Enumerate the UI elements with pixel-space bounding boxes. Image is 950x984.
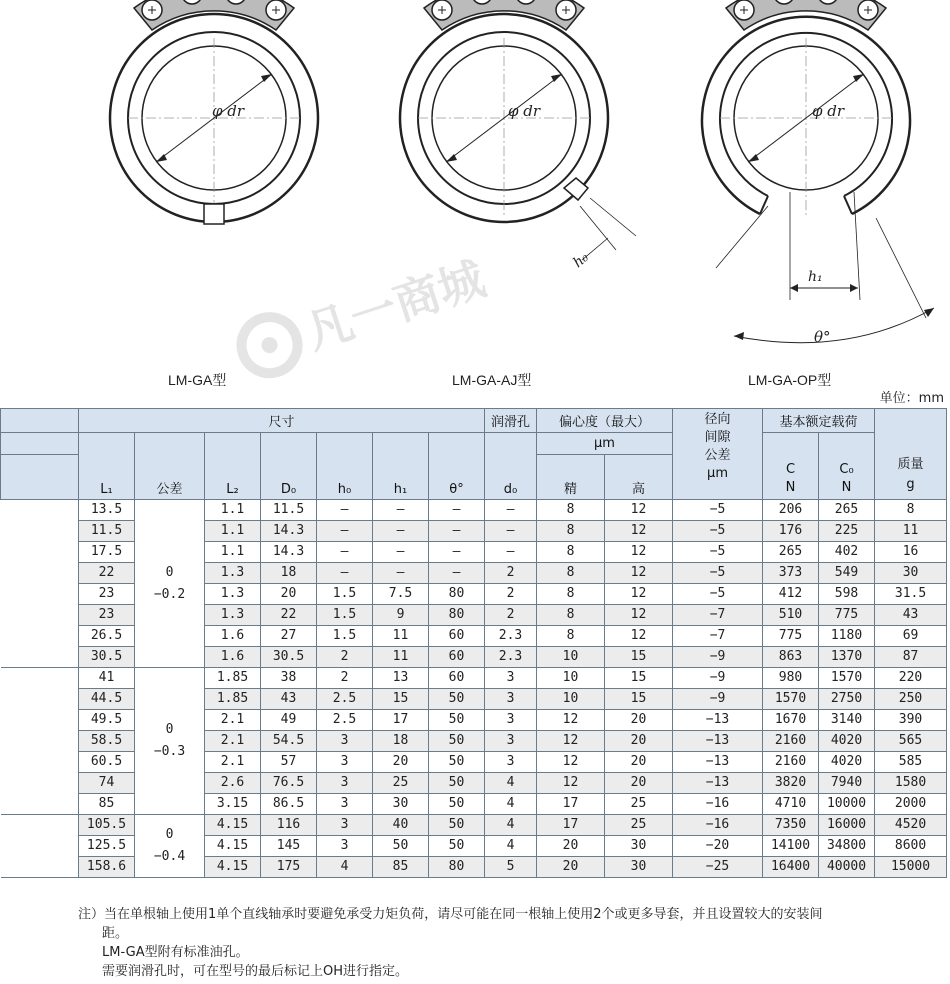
table-cell: 31.5 [875,584,947,605]
table-cell: 8 [537,542,605,563]
table-cell: 10 [537,647,605,668]
table-cell: 1.5 [317,605,373,626]
col-c: C N [763,433,819,500]
table-cell: — [373,500,429,521]
watermark [234,249,491,380]
table-row [1,668,947,689]
h1-label: h₁ [808,269,823,285]
table-cell: 2 [317,647,373,668]
table-cell: 15 [605,668,673,689]
col-c0: C₀ N [819,433,875,500]
table-cell: — [429,563,485,584]
table-cell: 87 [875,647,947,668]
table-cell: 598 [819,584,875,605]
model-cell [1,500,79,668]
table-row [1,500,947,521]
table-cell: 44.5 [79,689,135,710]
table-cell: — [485,542,537,563]
table-cell: 76.5 [261,773,317,794]
table-cell: 40 [373,815,429,836]
table-cell: 50 [429,836,485,857]
table-cell: −13 [673,752,763,773]
table-cell: 4020 [819,752,875,773]
table-cell: 402 [819,542,875,563]
table-cell: 3 [485,731,537,752]
table-cell: 2.1 [205,731,261,752]
table-cell: −5 [673,542,763,563]
table-cell: 34800 [819,836,875,857]
table-cell: 12 [537,710,605,731]
table-cell: 775 [819,605,875,626]
table-cell: 2.5 [317,689,373,710]
table-cell: 80 [429,584,485,605]
table-cell: −13 [673,773,763,794]
col-d0: D₀ [261,433,317,500]
table-cell: 20 [605,773,673,794]
table-cell: −7 [673,605,763,626]
table-cell: −7 [673,626,763,647]
table-cell: 175 [261,857,317,878]
tolerance-cell: 0 −0.2 [135,500,205,668]
table-cell: 10 [537,668,605,689]
diagram-lm-ga-aj [400,0,636,260]
table-cell: 390 [875,710,947,731]
table-cell: — [373,563,429,584]
table-cell: — [485,521,537,542]
table-cell: −9 [673,647,763,668]
dr-label-1: φ dr [212,102,245,120]
table-cell: 8 [537,605,605,626]
table-cell: 2.3 [485,647,537,668]
col-h1: h₁ [373,433,429,500]
diagram-lm-ga-op [702,0,934,343]
table-cell: 43 [261,689,317,710]
col-d0-lube: d₀ [485,433,537,500]
tolerance-cell: 0 −0.3 [135,668,205,815]
table-cell: 12 [605,521,673,542]
table-cell: 10 [537,689,605,710]
table-cell: 17 [537,815,605,836]
table-cell: 54.5 [261,731,317,752]
table-cell: 7350 [763,815,819,836]
table-cell: 12 [537,773,605,794]
table-cell: 176 [763,521,819,542]
table-cell: 1.6 [205,626,261,647]
table-cell: 43 [875,605,947,626]
table-cell: 2160 [763,731,819,752]
table-cell: 20 [261,584,317,605]
table-cell: 2 [485,563,537,584]
table-cell: 60 [429,626,485,647]
table-cell: −20 [673,836,763,857]
table-cell: 7.5 [373,584,429,605]
table-cell: 1180 [819,626,875,647]
table-cell: 3 [317,773,373,794]
table-cell: 1.6 [205,647,261,668]
table-cell: 105.5 [79,815,135,836]
table-cell: 20 [537,857,605,878]
table-cell: 3 [317,815,373,836]
table-cell: −16 [673,794,763,815]
table-cell: 85 [79,794,135,815]
table-cell: 4710 [763,794,819,815]
table-cell: 10000 [819,794,875,815]
table-cell: 12 [605,542,673,563]
table-cell: — [429,542,485,563]
spec-table [0,408,947,878]
table-cell: — [429,500,485,521]
table-cell: 60 [429,647,485,668]
col-h0: h₀ [317,433,373,500]
table-cell: 11.5 [79,521,135,542]
table-cell: 17 [373,710,429,731]
table-cell: 49.5 [79,710,135,731]
table-cell: 50 [429,794,485,815]
table-cell: — [317,542,373,563]
table-cell: 50 [429,815,485,836]
header-mass: 质量 g [875,409,947,500]
table-cell: 50 [429,773,485,794]
table-cell: 775 [763,626,819,647]
table-cell: 1570 [763,689,819,710]
table-cell: 2750 [819,689,875,710]
table-cell: 1.5 [317,626,373,647]
table-cell: 265 [763,542,819,563]
table-cell: 15 [373,689,429,710]
table-cell: 1.5 [317,584,373,605]
table-cell: 4520 [875,815,947,836]
table-cell: 16000 [819,815,875,836]
table-cell: 13 [373,668,429,689]
table-cell: 38 [261,668,317,689]
table-cell: −5 [673,563,763,584]
table-cell: 58.5 [79,731,135,752]
table-cell: 1.3 [205,584,261,605]
table-cell: 50 [429,731,485,752]
table-cell: — [373,542,429,563]
table-cell: 11 [373,647,429,668]
table-cell: 12 [537,752,605,773]
table-cell: 3 [317,731,373,752]
table-cell: 22 [79,563,135,584]
table-row [1,815,947,836]
table-cell: 8600 [875,836,947,857]
notes [78,905,946,981]
col-precision: 精 [537,455,605,500]
table-cell: — [317,500,373,521]
table-cell: −13 [673,710,763,731]
table-cell: 2 [485,605,537,626]
table-cell: 12 [605,584,673,605]
table-cell: 4 [485,794,537,815]
table-cell: 3140 [819,710,875,731]
table-cell: 3 [317,794,373,815]
table-cell: 57 [261,752,317,773]
table-cell: 15 [605,689,673,710]
table-cell: 50 [429,689,485,710]
watermark-text: 凡一商城 [299,251,492,360]
table-cell: — [429,521,485,542]
table-cell: 1.1 [205,542,261,563]
table-cell: 4 [485,815,537,836]
table-cell: 8 [537,563,605,584]
table-cell: 1.3 [205,563,261,584]
caption-lm-ga-aj: LM-GA-AJ型 [452,372,532,388]
table-cell: 20 [605,710,673,731]
table-cell: 25 [605,794,673,815]
table-cell: 980 [763,668,819,689]
table-cell: 74 [79,773,135,794]
table-cell: 17.5 [79,542,135,563]
table-cell: 4.15 [205,857,261,878]
table-cell: −5 [673,500,763,521]
spec-table-body [1,500,947,878]
table-cell: 12 [605,605,673,626]
table-cell: −13 [673,731,763,752]
table-cell: 14.3 [261,542,317,563]
table-cell: 30 [373,794,429,815]
dr-label-2: φ dr [508,102,541,120]
col-theta: θ° [429,433,485,500]
table-cell: 40000 [819,857,875,878]
table-cell: 20 [537,836,605,857]
table-cell: 8 [875,500,947,521]
table-cell: 18 [261,563,317,584]
table-cell: 1.85 [205,668,261,689]
table-cell: 145 [261,836,317,857]
table-cell: 2 [485,584,537,605]
table-cell: 206 [763,500,819,521]
table-cell: 3 [485,689,537,710]
bearing-diagrams [0,0,950,400]
col-high: 高 [605,455,673,500]
table-cell: 17 [537,794,605,815]
table-cell: 565 [875,731,947,752]
table-cell: 2.6 [205,773,261,794]
table-cell: 20 [605,752,673,773]
table-cell: 50 [373,836,429,857]
table-cell: 11.5 [261,500,317,521]
table-cell: 1580 [875,773,947,794]
table-cell: 30 [605,857,673,878]
table-cell: 4 [485,836,537,857]
table-cell: 15 [605,647,673,668]
table-cell: 25 [605,815,673,836]
table-cell: 9 [373,605,429,626]
table-cell: 4 [485,773,537,794]
dr-label-3: φ dr [812,102,845,120]
table-cell: 23 [79,584,135,605]
table-cell: 25 [373,773,429,794]
table-cell: 27 [261,626,317,647]
table-cell: 3.15 [205,794,261,815]
table-cell: 1370 [819,647,875,668]
table-cell: — [317,521,373,542]
header-eccentricity: 偏心度（最大） [537,409,673,433]
table-cell: 5 [485,857,537,878]
table-cell: 585 [875,752,947,773]
table-cell: 1670 [763,710,819,731]
table-cell: −25 [673,857,763,878]
table-cell: 30 [605,836,673,857]
table-cell: 3 [485,710,537,731]
table-cell: 23 [79,605,135,626]
table-cell: 4 [317,857,373,878]
table-cell: 2.5 [317,710,373,731]
note-1: 注）当在单根轴上使用1单个直线轴承时要避免承受力矩负荷，请尽可能在同一根轴上使用2个或更多导套，并且设置较大的安装间 [78,907,823,922]
table-cell: 12 [537,731,605,752]
table-cell: 80 [429,857,485,878]
table-cell: 69 [875,626,947,647]
table-cell: 11 [875,521,947,542]
table-cell: 49 [261,710,317,731]
table-cell: 3 [485,752,537,773]
header-ecc-unit: μm [537,433,673,455]
table-cell: 13.5 [79,500,135,521]
model-cell [1,668,79,815]
table-cell: 373 [763,563,819,584]
table-cell: 125.5 [79,836,135,857]
table-cell: 22 [261,605,317,626]
col-tolerance: 公差 [135,433,205,500]
table-cell: 4020 [819,731,875,752]
table-cell: 50 [429,752,485,773]
caption-lm-ga-op: LM-GA-OP型 [748,372,832,388]
table-cell: 1.85 [205,689,261,710]
note-3: 需要润滑孔时，可在型号的最后标记上OH进行指定。 [102,964,409,979]
table-cell: 16400 [763,857,819,878]
table-cell: 1.1 [205,500,261,521]
note-2: LM-GA型附有标准油孔。 [102,945,249,960]
header-lube: 润滑孔 [485,409,537,433]
table-cell: 20 [605,731,673,752]
table-cell: 41 [79,668,135,689]
table-cell: 60 [429,668,485,689]
table-cell: 26.5 [79,626,135,647]
table-cell: 18 [373,731,429,752]
table-cell: −9 [673,668,763,689]
table-cell: 12 [605,563,673,584]
table-cell: −5 [673,521,763,542]
table-cell: 2.3 [485,626,537,647]
table-cell: 225 [819,521,875,542]
col-l2: L₂ [205,433,261,500]
table-cell: 3 [485,668,537,689]
table-cell: 8 [537,584,605,605]
table-cell: 265 [819,500,875,521]
table-cell: 12 [605,500,673,521]
col-l1: L₁ [79,433,135,500]
table-cell: 549 [819,563,875,584]
header-clearance: 径向 间隙 公差 μm [673,409,763,500]
table-cell: 30 [875,563,947,584]
unit-label: 单位：mm [879,391,944,406]
table-cell: — [373,521,429,542]
table-cell: 60.5 [79,752,135,773]
table-cell: 2160 [763,752,819,773]
model-cell [1,815,79,878]
table-cell: 4.15 [205,836,261,857]
table-cell: 3820 [763,773,819,794]
table-cell: 80 [429,605,485,626]
table-cell: 16 [875,542,947,563]
table-cell: 412 [763,584,819,605]
table-cell: 8 [537,626,605,647]
table-cell: 50 [429,710,485,731]
table-cell: 14.3 [261,521,317,542]
table-cell: 14100 [763,836,819,857]
table-cell: — [317,563,373,584]
table-cell: −16 [673,815,763,836]
table-cell: 220 [875,668,947,689]
table-cell: 8 [537,500,605,521]
table-cell: 1570 [819,668,875,689]
table-cell: 250 [875,689,947,710]
header-dimensions: 尺寸 [79,409,485,433]
table-cell: 116 [261,815,317,836]
caption-lm-ga: LM-GA型 [168,372,227,388]
note-1-cont: 距。 [102,926,129,941]
table-cell: 30.5 [261,647,317,668]
table-cell: 15000 [875,857,947,878]
table-cell: — [485,500,537,521]
table-cell: 2 [317,668,373,689]
table-cell: 12 [605,626,673,647]
tolerance-cell: 0 −0.4 [135,815,205,878]
table-cell: 30.5 [79,647,135,668]
table-cell: 1.3 [205,605,261,626]
table-cell: 510 [763,605,819,626]
table-cell: 7940 [819,773,875,794]
table-cell: 85 [373,857,429,878]
table-cell: −9 [673,689,763,710]
table-cell: 863 [763,647,819,668]
header-load: 基本额定载荷 [763,409,875,433]
table-cell: −5 [673,584,763,605]
table-cell: 3 [317,752,373,773]
table-cell: 2000 [875,794,947,815]
table-cell: 86.5 [261,794,317,815]
table-cell: 1.1 [205,521,261,542]
theta-label: θ° [814,328,831,346]
table-cell: 11 [373,626,429,647]
table-cell: 2.1 [205,710,261,731]
table-cell: 2.1 [205,752,261,773]
table-cell: 20 [373,752,429,773]
table-cell: 4.15 [205,815,261,836]
table-cell: 3 [317,836,373,857]
h0-label: h₀ [570,249,592,272]
table-cell: 158.6 [79,857,135,878]
table-cell: 8 [537,521,605,542]
